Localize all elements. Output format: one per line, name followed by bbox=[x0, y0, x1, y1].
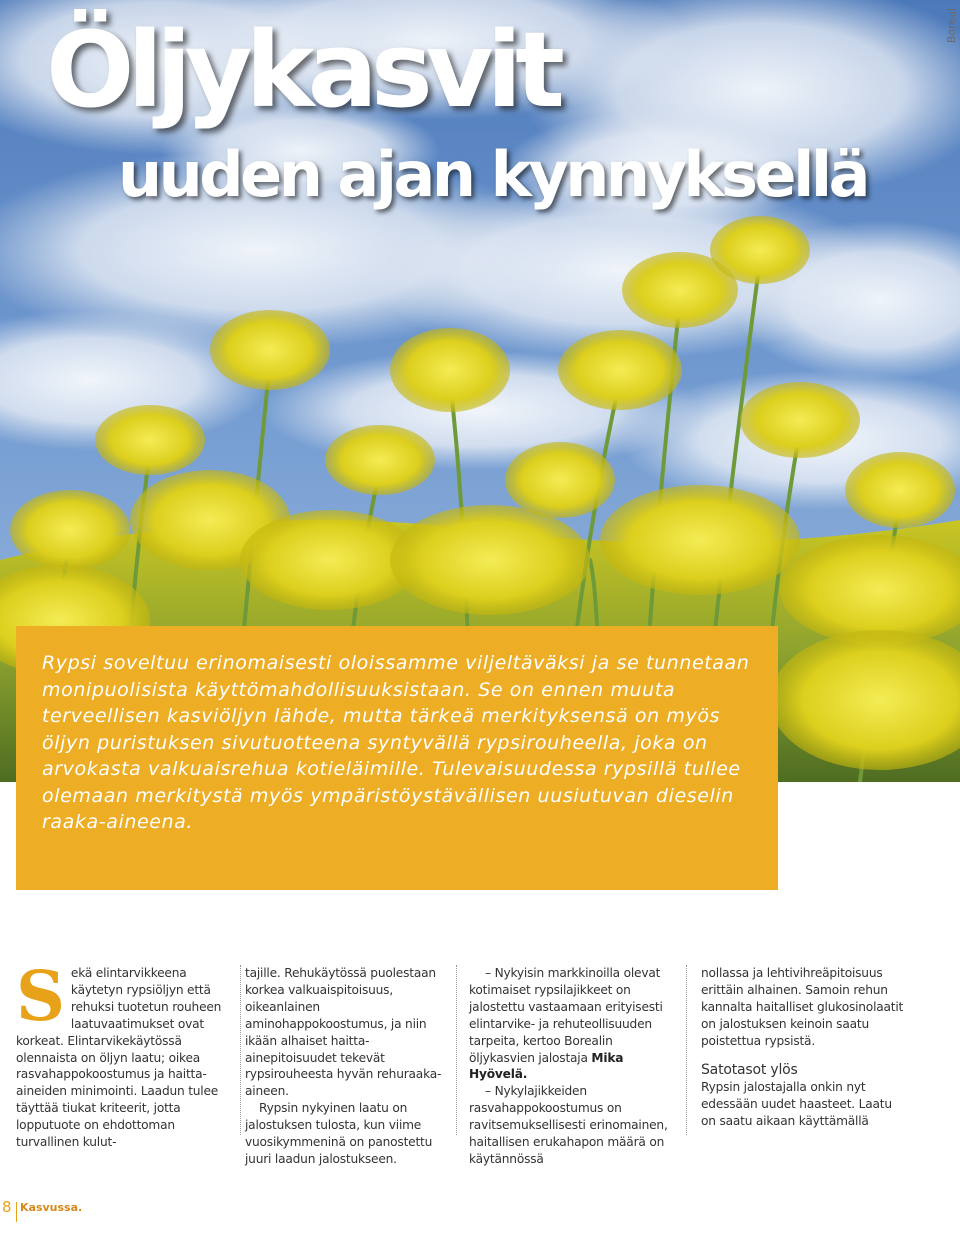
column-3-paragraph-1 bbox=[469, 965, 675, 1083]
lead-paragraph: Rypsi soveltuu erinomaisesti oloissamme viljeltäväksi ja se tunnetaan monipuolisista käyttömahdollisuuksistaan. Se on ennen muuta terveellisen kasviöljyn lähde, mutta tärkeä merkityksensä on myös öljyn puristuksen sivutuotteena syntyvällä rypsirouheella, joka on arvokasta valkuaisrehua kotieläimille. Tulevaisuudessa rypsillä tullee olemaan merkitystä myös ympäristöystävällisen uusiutuvan dieselin raaka-aineena. bbox=[42, 652, 750, 833]
article-title: Öljykasvit bbox=[46, 9, 558, 131]
body-columns bbox=[16, 957, 904, 1166]
subheading: Satotasot ylös bbox=[701, 1061, 798, 1078]
column-3-paragraph-2: – Nykylajikkeiden rasvahappokoostumus on ravitsemuksellisesti erinomainen, haitallisen erukahapon määrä on käytännössä bbox=[469, 1084, 668, 1166]
drop-cap: S bbox=[16, 957, 65, 1037]
column-4-paragraph-2: Rypsin jalostajalla onkin nyt edessään uudet haasteet. Laatu on saatu aikaan käyttämällä bbox=[701, 1080, 892, 1129]
column-2-paragraph-2: Rypsin nykyinen laatu on jalostuksen tulosta, kun viime vuosikymmeninä on panostettu juuri laadun jalostukseen. bbox=[245, 1101, 433, 1166]
column-3-paragraph-1-text: – Nykyisin markkinoilla olevat kotimaiset rypsilajikkeet on jalostettu vastaamaan erityisesti elintarvike- ja rehuteollisuuden tarpeita, kertoo Borealin öljykasvien jalostaja bbox=[469, 966, 663, 1065]
page-number: 8 bbox=[2, 1198, 12, 1216]
interviewee-name: Mika Hyövelä. bbox=[469, 1050, 624, 1082]
lead-box bbox=[16, 626, 778, 890]
column-4-paragraph-1: nollassa ja lehtivihreäpitoisuus erittäin alhainen. Samoin rehun kannalta haitalliset glukosinolaatit on jalostuksen keinoin saatu poistettua rypsistä. bbox=[701, 966, 904, 1048]
footer-divider bbox=[16, 1202, 17, 1222]
column-2 bbox=[240, 965, 451, 1166]
column-3 bbox=[456, 965, 675, 1166]
footer-magazine-name: Kasvussa. bbox=[20, 1201, 83, 1214]
column-2-paragraph-1: tajille. Rehukäytössä puolestaan korkea valkuaispitoisuus, oikeanlainen aminohappokoostumus, ja niin ikään alhaiset haitta-ainepitoisuudet tekevät rypsirouheesta hyvän rehuraaka-aineen. bbox=[245, 966, 442, 1099]
article-subtitle: uuden ajan kynnyksellä bbox=[118, 138, 867, 211]
column-1 bbox=[16, 957, 222, 1150]
brand-vertical: Boreal bbox=[945, 8, 958, 44]
column-4 bbox=[686, 965, 907, 1135]
column-1-text: ekä elintarvikkeena käytetyn rypsiöljyn että rehuksi tuotetun rouheen laatuvaatimukset ovat korkeat. Elintarvikekäytössä olennaista on öljyn laatu; oikea rasvahappokoostumus ja haitta-aineiden minimointi. Laadun tulee täyttää tiukat kriteerit, jotta lopputuote on ehdottoman turvallinen kulut- bbox=[16, 966, 222, 1150]
